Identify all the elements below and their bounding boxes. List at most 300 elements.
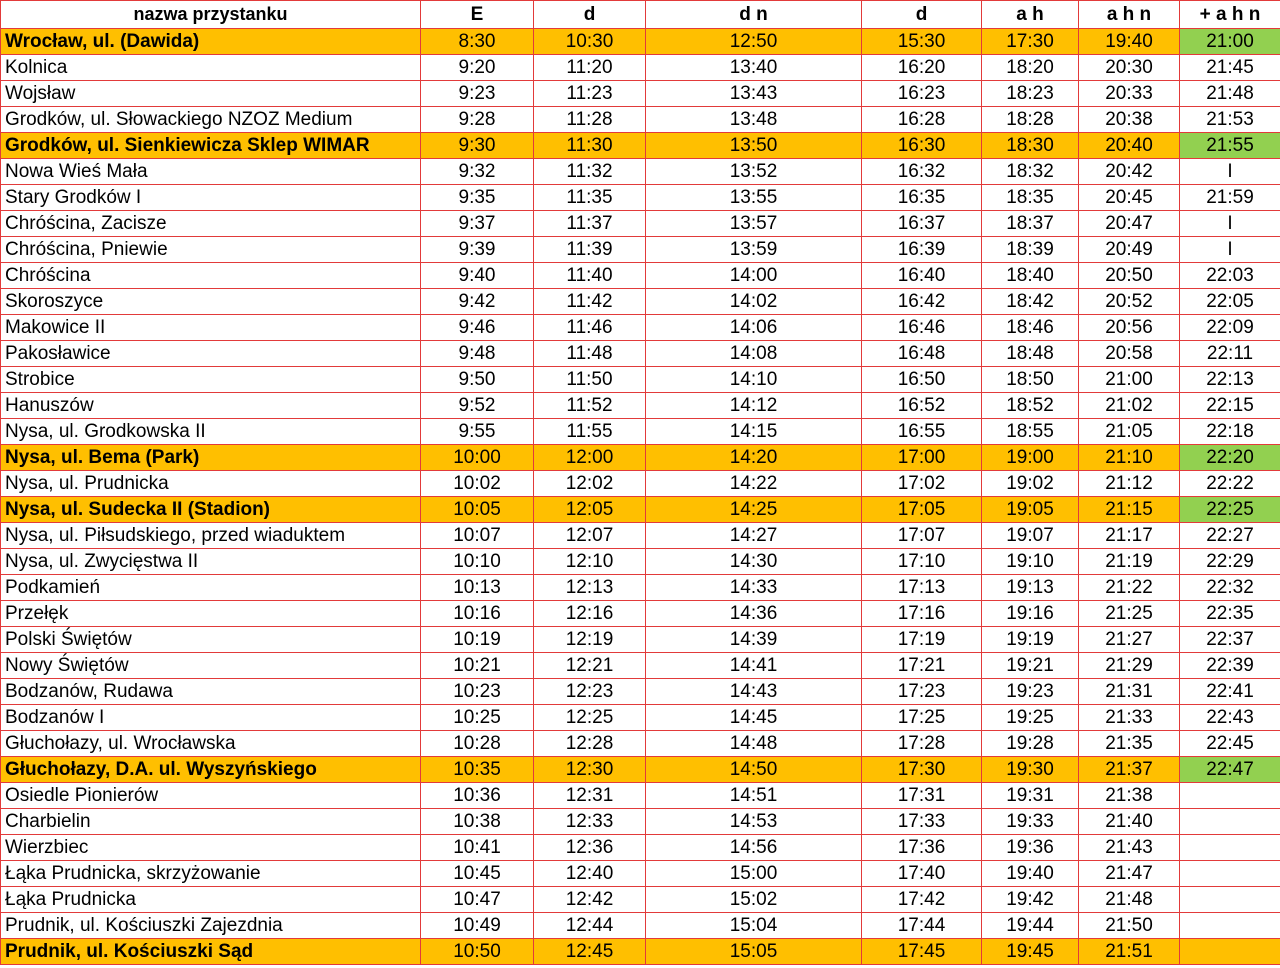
departure-time: 21:47 <box>1079 861 1180 887</box>
departure-time <box>1180 861 1280 887</box>
departure-time: 21:22 <box>1079 575 1180 601</box>
departure-time: 22:25 <box>1180 497 1280 523</box>
departure-time: 10:30 <box>534 29 646 55</box>
departure-time: 12:44 <box>534 913 646 939</box>
departure-time: 10:25 <box>421 705 534 731</box>
departure-time: 17:28 <box>862 731 982 757</box>
departure-time: 12:33 <box>534 809 646 835</box>
departure-time: 15:00 <box>646 861 862 887</box>
departure-time: 12:45 <box>534 939 646 965</box>
departure-time: 19:00 <box>982 445 1079 471</box>
departure-time: 22:29 <box>1180 549 1280 575</box>
stop-name: Makowice II <box>1 315 421 341</box>
table-row <box>1 549 1280 575</box>
departure-time: 20:56 <box>1079 315 1180 341</box>
departure-time: 19:30 <box>982 757 1079 783</box>
table-row <box>1 731 1280 757</box>
table-row <box>1 185 1280 211</box>
departure-time: 11:50 <box>534 367 646 393</box>
departure-time: 12:21 <box>534 653 646 679</box>
departure-time: 10:28 <box>421 731 534 757</box>
departure-time: 14:36 <box>646 601 862 627</box>
departure-time: 18:55 <box>982 419 1079 445</box>
stop-name: Strobice <box>1 367 421 393</box>
departure-time: 17:21 <box>862 653 982 679</box>
departure-time: 19:23 <box>982 679 1079 705</box>
departure-time: 14:53 <box>646 809 862 835</box>
departure-time: 21:48 <box>1180 81 1280 107</box>
stop-name: Głuchołazy, ul. Wrocławska <box>1 731 421 757</box>
table-row <box>1 263 1280 289</box>
departure-time: 21:10 <box>1079 445 1180 471</box>
departure-time: 22:03 <box>1180 263 1280 289</box>
departure-time: 19:45 <box>982 939 1079 965</box>
table-row <box>1 341 1280 367</box>
departure-time: 14:30 <box>646 549 862 575</box>
departure-time: 17:44 <box>862 913 982 939</box>
stop-name: Bodzanów I <box>1 705 421 731</box>
departure-time: 18:35 <box>982 185 1079 211</box>
departure-time: 16:55 <box>862 419 982 445</box>
stop-name: Kolnica <box>1 55 421 81</box>
departure-time: 22:45 <box>1180 731 1280 757</box>
stop-name: Bodzanów, Rudawa <box>1 679 421 705</box>
departure-time: 19:36 <box>982 835 1079 861</box>
departure-time: 21:05 <box>1079 419 1180 445</box>
departure-time: 21:45 <box>1180 55 1280 81</box>
departure-time: 9:52 <box>421 393 534 419</box>
stop-name: Wrocław, ul. (Dawida) <box>1 29 421 55</box>
stop-name: Nowy Świętów <box>1 653 421 679</box>
departure-time: 19:42 <box>982 887 1079 913</box>
header-col-5: a h <box>982 1 1079 29</box>
departure-time: 14:41 <box>646 653 862 679</box>
departure-time: 12:50 <box>646 29 862 55</box>
departure-time: 15:05 <box>646 939 862 965</box>
departure-time: 20:50 <box>1079 263 1180 289</box>
table-row <box>1 653 1280 679</box>
departure-time: 14:08 <box>646 341 862 367</box>
departure-time: 9:37 <box>421 211 534 237</box>
departure-time: 16:35 <box>862 185 982 211</box>
stop-name: Wojsław <box>1 81 421 107</box>
departure-time: 14:25 <box>646 497 862 523</box>
table-row <box>1 289 1280 315</box>
departure-time: 14:27 <box>646 523 862 549</box>
stop-name: Głuchołazy, D.A. ul. Wyszyńskiego <box>1 757 421 783</box>
departure-time: 21:50 <box>1079 913 1180 939</box>
departure-time: 10:02 <box>421 471 534 497</box>
departure-time: 9:28 <box>421 107 534 133</box>
departure-time: 17:36 <box>862 835 982 861</box>
departure-time: 19:19 <box>982 627 1079 653</box>
departure-time: 16:46 <box>862 315 982 341</box>
departure-time: 20:30 <box>1079 55 1180 81</box>
departure-time: 14:02 <box>646 289 862 315</box>
departure-time: 17:02 <box>862 471 982 497</box>
departure-time: 10:41 <box>421 835 534 861</box>
departure-time: 16:30 <box>862 133 982 159</box>
departure-time: 12:13 <box>534 575 646 601</box>
departure-time: 10:47 <box>421 887 534 913</box>
departure-time: 16:28 <box>862 107 982 133</box>
stop-name: Podkamień <box>1 575 421 601</box>
departure-time: 10:19 <box>421 627 534 653</box>
departure-time <box>1180 783 1280 809</box>
table-row <box>1 367 1280 393</box>
table-row <box>1 445 1280 471</box>
departure-time: 14:56 <box>646 835 862 861</box>
departure-time: 16:37 <box>862 211 982 237</box>
departure-time: 22:09 <box>1180 315 1280 341</box>
table-row <box>1 575 1280 601</box>
departure-time: 11:20 <box>534 55 646 81</box>
departure-time: I <box>1180 237 1280 263</box>
stop-name: Nysa, ul. Prudnicka <box>1 471 421 497</box>
departure-time: 18:37 <box>982 211 1079 237</box>
departure-time: 12:19 <box>534 627 646 653</box>
departure-time: 10:50 <box>421 939 534 965</box>
departure-time: 19:31 <box>982 783 1079 809</box>
departure-time: 11:40 <box>534 263 646 289</box>
departure-time: 17:00 <box>862 445 982 471</box>
departure-time: 9:30 <box>421 133 534 159</box>
departure-time <box>1180 913 1280 939</box>
departure-time <box>1180 939 1280 965</box>
departure-time: 11:23 <box>534 81 646 107</box>
departure-time <box>1180 887 1280 913</box>
departure-time: 20:42 <box>1079 159 1180 185</box>
departure-time: 14:39 <box>646 627 862 653</box>
departure-time: 21:00 <box>1180 29 1280 55</box>
departure-time: 14:20 <box>646 445 862 471</box>
departure-time: 15:02 <box>646 887 862 913</box>
departure-time: 11:37 <box>534 211 646 237</box>
departure-time: 17:07 <box>862 523 982 549</box>
departure-time: 14:51 <box>646 783 862 809</box>
table-row <box>1 211 1280 237</box>
timetable-body <box>1 29 1280 965</box>
departure-time: 17:25 <box>862 705 982 731</box>
departure-time: 11:35 <box>534 185 646 211</box>
departure-time: 22:27 <box>1180 523 1280 549</box>
departure-time: 19:05 <box>982 497 1079 523</box>
departure-time: 21:35 <box>1079 731 1180 757</box>
departure-time: 10:00 <box>421 445 534 471</box>
departure-time: 16:48 <box>862 341 982 367</box>
table-row <box>1 523 1280 549</box>
departure-time: 13:52 <box>646 159 862 185</box>
departure-time: 9:39 <box>421 237 534 263</box>
table-row <box>1 887 1280 913</box>
departure-time: 21:17 <box>1079 523 1180 549</box>
header-col-7: + a h n <box>1180 1 1280 29</box>
departure-time: 17:33 <box>862 809 982 835</box>
departure-time: 17:30 <box>982 29 1079 55</box>
departure-time: 12:25 <box>534 705 646 731</box>
departure-time: 17:10 <box>862 549 982 575</box>
departure-time: 12:23 <box>534 679 646 705</box>
departure-time: 11:48 <box>534 341 646 367</box>
departure-time: 16:32 <box>862 159 982 185</box>
departure-time: 17:23 <box>862 679 982 705</box>
stop-name: Nysa, ul. Sudecka II (Stadion) <box>1 497 421 523</box>
departure-time: 19:40 <box>982 861 1079 887</box>
table-row <box>1 913 1280 939</box>
departure-time: 9:42 <box>421 289 534 315</box>
departure-time: 12:00 <box>534 445 646 471</box>
departure-time: I <box>1180 211 1280 237</box>
stop-name: Stary Grodków I <box>1 185 421 211</box>
departure-time: 13:59 <box>646 237 862 263</box>
departure-time: 8:30 <box>421 29 534 55</box>
header-stop-name: nazwa przystanku <box>1 1 421 29</box>
departure-time: 14:06 <box>646 315 862 341</box>
stop-name: Wierzbiec <box>1 835 421 861</box>
departure-time: 14:10 <box>646 367 862 393</box>
stop-name: Nysa, ul. Piłsudskiego, przed wiaduktem <box>1 523 421 549</box>
departure-time: 10:36 <box>421 783 534 809</box>
departure-time: 17:16 <box>862 601 982 627</box>
stop-name: Skoroszyce <box>1 289 421 315</box>
departure-time: 21:25 <box>1079 601 1180 627</box>
departure-time: 13:57 <box>646 211 862 237</box>
stop-name: Przełęk <box>1 601 421 627</box>
departure-time: 19:13 <box>982 575 1079 601</box>
departure-time: 9:50 <box>421 367 534 393</box>
departure-time: 11:46 <box>534 315 646 341</box>
departure-time: 12:05 <box>534 497 646 523</box>
departure-time: 9:40 <box>421 263 534 289</box>
table-row <box>1 471 1280 497</box>
stop-name: Chróścina <box>1 263 421 289</box>
departure-time: 10:49 <box>421 913 534 939</box>
stop-name: Nysa, ul. Grodkowska II <box>1 419 421 445</box>
stop-name: Nowa Wieś Mała <box>1 159 421 185</box>
departure-time: 13:55 <box>646 185 862 211</box>
departure-time: 13:40 <box>646 55 862 81</box>
departure-time: 9:23 <box>421 81 534 107</box>
departure-time: 19:21 <box>982 653 1079 679</box>
header-row <box>1 1 1280 29</box>
departure-time: 12:36 <box>534 835 646 861</box>
departure-time: 10:21 <box>421 653 534 679</box>
departure-time: 11:55 <box>534 419 646 445</box>
departure-time: 14:22 <box>646 471 862 497</box>
departure-time: 17:42 <box>862 887 982 913</box>
departure-time: 18:32 <box>982 159 1079 185</box>
departure-time: 21:15 <box>1079 497 1180 523</box>
departure-time: 14:43 <box>646 679 862 705</box>
departure-time: 13:43 <box>646 81 862 107</box>
departure-time: 18:23 <box>982 81 1079 107</box>
departure-time: 18:42 <box>982 289 1079 315</box>
stop-name: Prudnik, ul. Kościuszki Sąd <box>1 939 421 965</box>
departure-time: 15:30 <box>862 29 982 55</box>
departure-time: 18:28 <box>982 107 1079 133</box>
table-row <box>1 705 1280 731</box>
departure-time: 12:31 <box>534 783 646 809</box>
departure-time: 10:05 <box>421 497 534 523</box>
stop-name: Charbielin <box>1 809 421 835</box>
departure-time: 16:23 <box>862 81 982 107</box>
departure-time: 19:25 <box>982 705 1079 731</box>
header-col-1: E <box>421 1 534 29</box>
header-col-3: d n <box>646 1 862 29</box>
departure-time: 16:50 <box>862 367 982 393</box>
table-row <box>1 939 1280 965</box>
departure-time: 12:42 <box>534 887 646 913</box>
departure-time: 16:39 <box>862 237 982 263</box>
table-row <box>1 809 1280 835</box>
departure-time: 17:05 <box>862 497 982 523</box>
header-col-2: d <box>534 1 646 29</box>
departure-time: 22:47 <box>1180 757 1280 783</box>
departure-time: 20:58 <box>1079 341 1180 367</box>
departure-time: 21:31 <box>1079 679 1180 705</box>
table-row <box>1 627 1280 653</box>
departure-time: 21:53 <box>1180 107 1280 133</box>
departure-time: 21:00 <box>1079 367 1180 393</box>
table-row <box>1 861 1280 887</box>
departure-time: 21:19 <box>1079 549 1180 575</box>
stop-name: Łąka Prudnicka, skrzyżowanie <box>1 861 421 887</box>
departure-time: 22:43 <box>1180 705 1280 731</box>
departure-time: 10:38 <box>421 809 534 835</box>
departure-time: 17:31 <box>862 783 982 809</box>
departure-time: 12:16 <box>534 601 646 627</box>
departure-time: 11:30 <box>534 133 646 159</box>
departure-time: 18:39 <box>982 237 1079 263</box>
departure-time: 22:22 <box>1180 471 1280 497</box>
table-row <box>1 237 1280 263</box>
departure-time: 17:40 <box>862 861 982 887</box>
stop-name: Łąka Prudnicka <box>1 887 421 913</box>
header-col-6: a h n <box>1079 1 1180 29</box>
departure-time: 19:44 <box>982 913 1079 939</box>
departure-time: 17:13 <box>862 575 982 601</box>
table-row <box>1 757 1280 783</box>
table-row <box>1 783 1280 809</box>
departure-time: 21:43 <box>1079 835 1180 861</box>
departure-time: 20:49 <box>1079 237 1180 263</box>
departure-time: 10:45 <box>421 861 534 887</box>
departure-time: 9:55 <box>421 419 534 445</box>
header-col-4: d <box>862 1 982 29</box>
departure-time: 12:10 <box>534 549 646 575</box>
table-row <box>1 601 1280 627</box>
departure-time: 10:13 <box>421 575 534 601</box>
departure-time: 9:20 <box>421 55 534 81</box>
departure-time: 13:50 <box>646 133 862 159</box>
departure-time: 10:07 <box>421 523 534 549</box>
departure-time: 14:15 <box>646 419 862 445</box>
departure-time: 21:29 <box>1079 653 1180 679</box>
departure-time: 22:32 <box>1180 575 1280 601</box>
departure-time: 17:45 <box>862 939 982 965</box>
stop-name: Osiedle Pionierów <box>1 783 421 809</box>
departure-time: 18:20 <box>982 55 1079 81</box>
departure-time: 19:28 <box>982 731 1079 757</box>
departure-time: 18:48 <box>982 341 1079 367</box>
departure-time: 14:33 <box>646 575 862 601</box>
departure-time: 12:30 <box>534 757 646 783</box>
departure-time: 10:35 <box>421 757 534 783</box>
departure-time <box>1180 835 1280 861</box>
departure-time <box>1180 809 1280 835</box>
table-row <box>1 497 1280 523</box>
departure-time: 14:12 <box>646 393 862 419</box>
departure-time: 16:20 <box>862 55 982 81</box>
departure-time: 19:33 <box>982 809 1079 835</box>
table-row <box>1 107 1280 133</box>
departure-time: 17:19 <box>862 627 982 653</box>
departure-time: 18:30 <box>982 133 1079 159</box>
departure-time: 11:42 <box>534 289 646 315</box>
departure-time: 19:40 <box>1079 29 1180 55</box>
departure-time: 21:12 <box>1079 471 1180 497</box>
departure-time: 18:52 <box>982 393 1079 419</box>
table-row <box>1 55 1280 81</box>
table-row <box>1 133 1280 159</box>
departure-time: 16:52 <box>862 393 982 419</box>
departure-time: 21:55 <box>1180 133 1280 159</box>
departure-time: 12:02 <box>534 471 646 497</box>
departure-time: 13:48 <box>646 107 862 133</box>
departure-time: 21:02 <box>1079 393 1180 419</box>
departure-time: 14:48 <box>646 731 862 757</box>
stop-name: Prudnik, ul. Kościuszki Zajezdnia <box>1 913 421 939</box>
departure-time: 12:40 <box>534 861 646 887</box>
departure-time: 21:59 <box>1180 185 1280 211</box>
departure-time: 9:35 <box>421 185 534 211</box>
departure-time: 14:00 <box>646 263 862 289</box>
departure-time: 19:16 <box>982 601 1079 627</box>
table-row <box>1 29 1280 55</box>
departure-time: 11:28 <box>534 107 646 133</box>
departure-time: 22:15 <box>1180 393 1280 419</box>
departure-time: 16:42 <box>862 289 982 315</box>
departure-time: 14:45 <box>646 705 862 731</box>
departure-time: 21:27 <box>1079 627 1180 653</box>
departure-time: 21:37 <box>1079 757 1180 783</box>
departure-time: 17:30 <box>862 757 982 783</box>
departure-time: 11:52 <box>534 393 646 419</box>
departure-time: 21:40 <box>1079 809 1180 835</box>
departure-time: 11:39 <box>534 237 646 263</box>
departure-time: 10:10 <box>421 549 534 575</box>
departure-time: 20:38 <box>1079 107 1180 133</box>
departure-time: 20:52 <box>1079 289 1180 315</box>
departure-time: 10:23 <box>421 679 534 705</box>
table-row <box>1 315 1280 341</box>
departure-time: 21:51 <box>1079 939 1180 965</box>
stop-name: Nysa, ul. Zwycięstwa II <box>1 549 421 575</box>
departure-time: 20:40 <box>1079 133 1180 159</box>
departure-time: 14:50 <box>646 757 862 783</box>
departure-time: 18:46 <box>982 315 1079 341</box>
departure-time: 18:40 <box>982 263 1079 289</box>
stop-name: Chróścina, Pniewie <box>1 237 421 263</box>
departure-time: 22:41 <box>1180 679 1280 705</box>
departure-time: 11:32 <box>534 159 646 185</box>
departure-time: 22:05 <box>1180 289 1280 315</box>
table-row <box>1 835 1280 861</box>
departure-time: 12:28 <box>534 731 646 757</box>
departure-time: 22:39 <box>1180 653 1280 679</box>
table-row <box>1 159 1280 185</box>
departure-time: 9:46 <box>421 315 534 341</box>
